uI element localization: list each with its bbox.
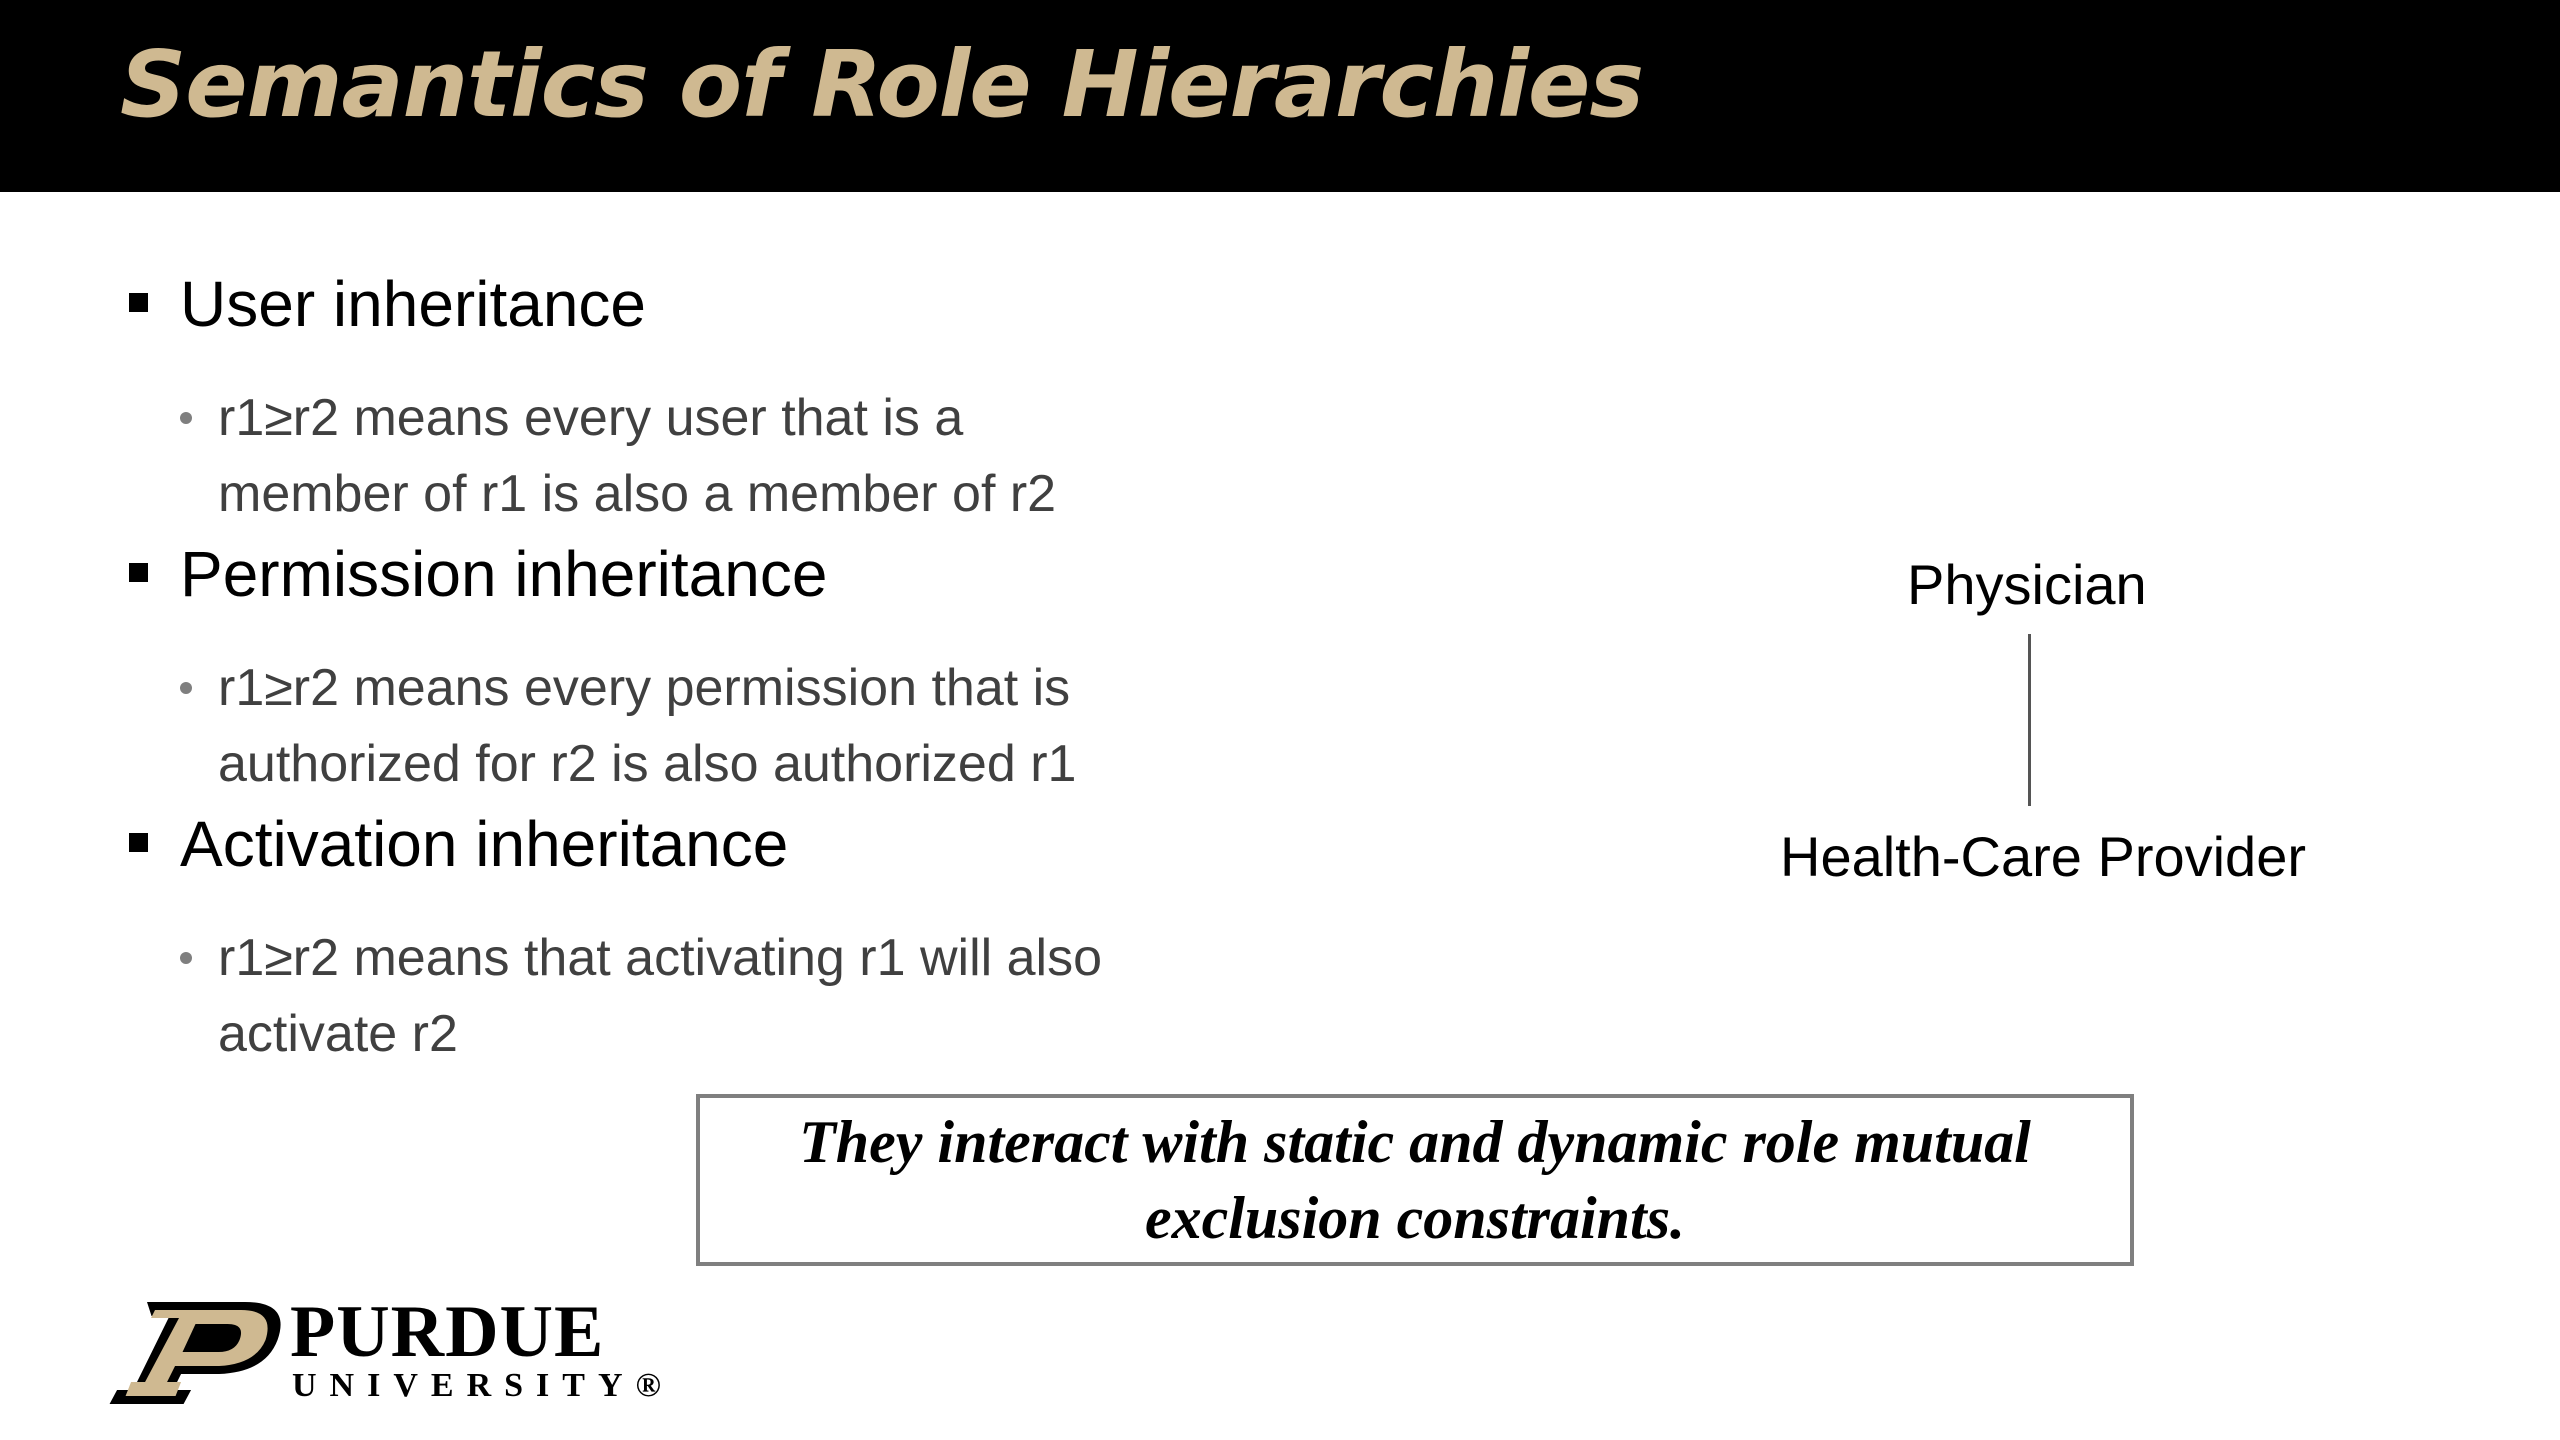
sub-bullet-user-inheritance — [218, 380, 1056, 532]
logo-subtitle: UNIVERSITY® — [292, 1367, 674, 1404]
bullet-activation-inheritance — [180, 804, 788, 884]
role-health-care-provider: Health-Care Provider — [1780, 825, 2306, 888]
detail-line: r1≥r2 means every permission that is — [218, 659, 1071, 717]
detail-line: r1≥r2 means that activating r1 will also — [218, 929, 1103, 987]
note-line: They interact with static and dynamic role mutual — [799, 1109, 2031, 1175]
dot-bullet-icon — [180, 682, 192, 694]
detail-line: member of r1 is also a member of r2 — [218, 465, 1057, 523]
bullet-user-inheritance — [180, 264, 646, 344]
detail-line: authorized for r2 is also authorized r1 — [218, 735, 1077, 793]
bullet-heading: User inheritance — [180, 268, 646, 340]
hierarchy-connector — [2028, 634, 2031, 806]
detail-line: r1≥r2 means every user that is a — [218, 389, 964, 447]
bullet-heading: Activation inheritance — [180, 808, 789, 880]
logo-wordmark: PURDUE — [290, 1291, 605, 1373]
slide-title: Semantics of Role Hierarchies — [120, 31, 1644, 138]
note-line: exclusion constraints. — [1144, 1185, 1686, 1251]
role-physician: Physician — [1907, 553, 2147, 616]
dot-bullet-icon — [180, 952, 192, 964]
title-bar — [0, 0, 2560, 192]
sub-bullet-permission-inheritance — [218, 650, 1076, 802]
square-bullet-icon — [129, 833, 148, 852]
square-bullet-icon — [129, 563, 148, 582]
detail-line: activate r2 — [218, 1005, 458, 1063]
square-bullet-icon — [129, 293, 148, 312]
bullet-permission-inheritance — [180, 534, 827, 614]
note-box — [696, 1094, 2134, 1266]
dot-bullet-icon — [180, 412, 192, 424]
bullet-heading: Permission inheritance — [180, 538, 828, 610]
sub-bullet-activation-inheritance — [218, 920, 1102, 1072]
